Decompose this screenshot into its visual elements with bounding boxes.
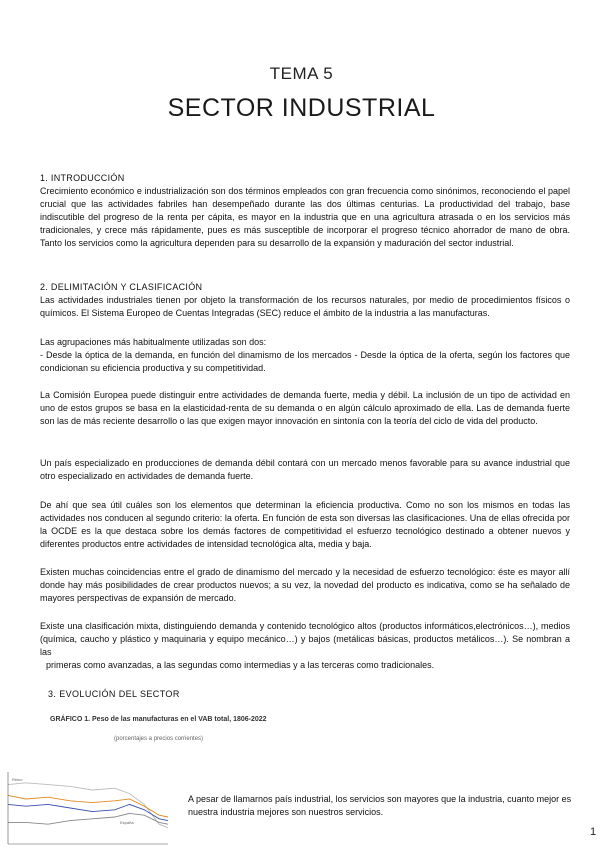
section-introduccion (40, 172, 570, 250)
figure-subtitle: (porcentajes a precios corrientes) (114, 736, 204, 742)
section-2-agrupaciones (40, 336, 570, 375)
section-delimitacion (40, 281, 570, 320)
chart-series-line-2 (8, 804, 168, 820)
chart-series-line-1 (8, 795, 168, 817)
section-2-paragraph-6: Existen muchas coincidencias entre el grado de dinamismo del mercado y la necesidad de esfuerzo tecnológico: éste es mayor allí donde hay más posibilidades de crear productos nuevos; a su vez, la novedad del producto es indicativa, como se ha señalado de mayores perspectivas de expansión de mercado. (40, 567, 570, 603)
section-2-paragraph-7-indent: primeras como avanzadas, a las segundas como intermedias y a las terceras como tradicionales. (46, 660, 435, 670)
section-2-paragraph-3: La Comisión Europea puede distinguir entre actividades de demanda fuerte, media y débil. La inclusión de un tipo de actividad en uno de estos grupos se basa en la elasticidad-renta de su demanda o en algún cálculo aproximado de ella. Las de demanda fuerte son las de más reciente desarrollo o las que exigen mayor innovación en sintonía con la teoría del ciclo de vida del producto. (40, 390, 570, 426)
section-2-paragraph-1: Las actividades industriales tienen por objeto la transformación de los recursos naturales, por medio de procedimientos físicos o químicos. El Sistema Europeo de Cuentas Integradas (SEC) reduce el ámbito de la industria a las manufacturas. (40, 295, 570, 318)
section-2-heading: 2. DELIMITACIÓN Y CLASIFICACIÓN (40, 282, 203, 292)
section-3-heading: 3. EVOLUCIÓN DEL SECTOR (48, 689, 180, 699)
section-1-heading: 1. INTRODUCCIÓN (40, 173, 125, 183)
section-2-paragraph-2-line-1: Las agrupaciones más habitualmente utilizadas son dos: (40, 337, 267, 347)
section-2-paragraph-5: De ahí que sea útil cuáles son los elementos que determinan la eficiencia productiva. Como no son los mismos en todas las actividades nos conducen al segundo criterio: la oferta. En función de esta son diversas las clasificaciones. Una de ellas ofrecida por la OCDE es la que destaca sobre los demás factores de competitividad el esfuerzo tecnológico destinado a obtener nuevos y diferentes productos entre actividades de intensidad tecnológica alta, media y baja. (40, 500, 570, 549)
section-2-paragraph-2-line-2: - Desde la óptica de la demanda, en función del dinamismo de los mercados - Desde la óptica de la oferta, según los factores que condicionan su eficiencia productiva y su competitividad. (40, 350, 570, 373)
chart-series-group (8, 783, 168, 828)
section-2-paragraph-7 (40, 620, 570, 672)
chart-label-reino: Reino (12, 777, 23, 782)
tema-label: TEMA 5 (269, 64, 334, 83)
manufacturing-share-chart (0, 768, 172, 848)
chart-commentary: A pesar de llamarnos país industrial, los servicios son mayores que la industria, cuanto mejor es nuestra industria mejores son nuestros servicios. (188, 794, 572, 817)
chart-label-espana: España (120, 820, 134, 825)
page-title: SECTOR INDUSTRIAL (167, 94, 436, 122)
section-1-paragraph: Crecimiento económico e industrialización son dos términos empleados con gran frecuencia como sinónimos, reconociendo el papel crucial que las actividades fabriles han desempeñado durante las dos últimas centurias. La productividad del trabajo, base indiscutible del progreso de la renta per cápita, es mayor en la industria que en una agricultura atrasada o en los servicios más tradicionales, y crece más rápidamente, pues es más susceptible de incorporar el progreso técnico ahorrador de mano de obra. Tanto los servicios como la agricultura dependen para su desarrollo de la expansión y maduración del sector industrial. (40, 186, 570, 248)
chart-series-line-3 (8, 813, 168, 824)
page-number: 1 (590, 826, 597, 838)
figure-title: GRÁFICO 1. Peso de las manufacturas en el VAB total, 1806-2022 (50, 716, 267, 723)
section-2-paragraph-4: Un país especializado en producciones de demanda débil contará con un mercado menos favorable para su avance industrial que otro especializado en actividades de demanda fuerte. (40, 458, 570, 481)
section-2-paragraph-7-main: Existe una clasificación mixta, distinguiendo demanda y contenido tecnológico altos (productos informáticos,electrónicos…), medios (química, caucho y plástico y maquinaria y equipo mecánico…) y bajos (metálicas básicas, productos metálicos…). Se nombran a las (40, 621, 570, 657)
